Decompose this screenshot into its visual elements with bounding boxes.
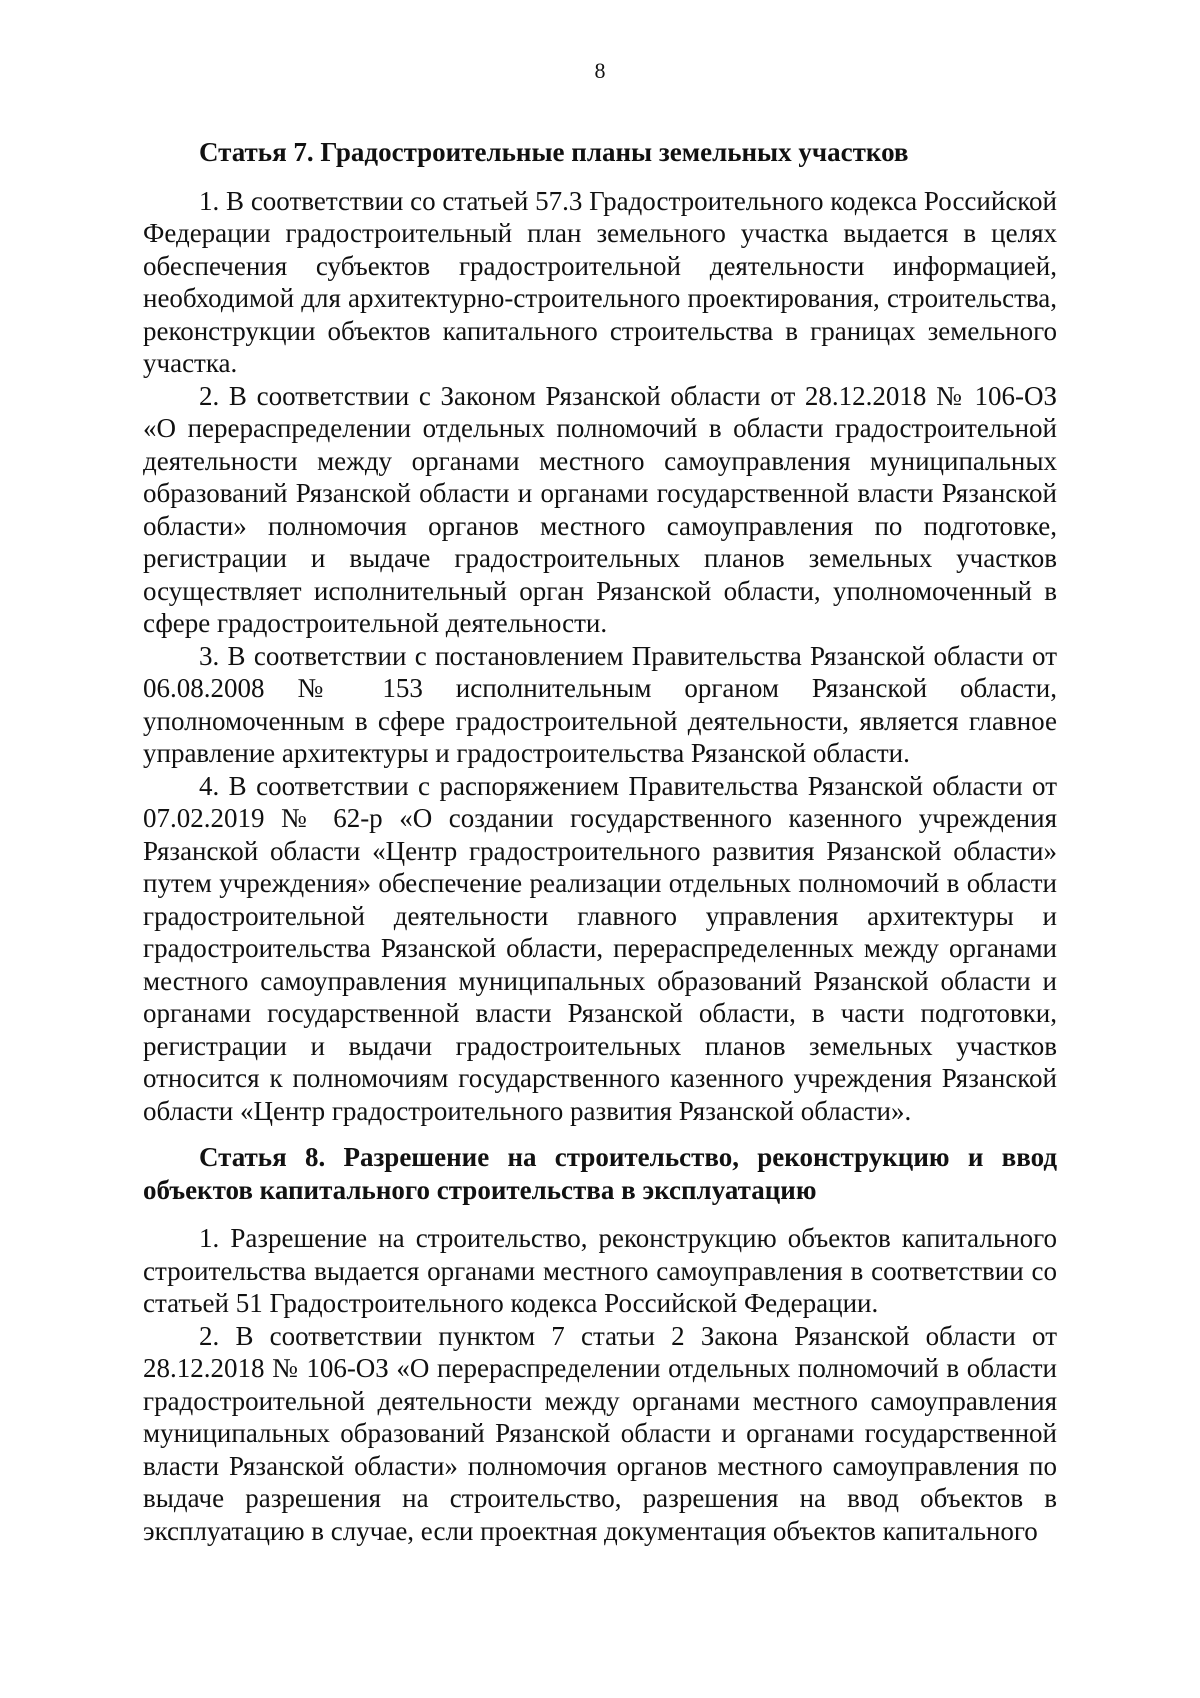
article-8-paragraph-2: 2. В соответствии пунктом 7 статьи 2 Закона Рязанской области от 28.12.2018 № 106-ОЗ «О перераспределении отдельных полномочий в области градостроительной деятельности между органами местного самоуправления муниципальных образований Рязанской области и органами государственной власти Рязанской области» полномочия органов местного самоуправления по выдаче разрешения на строительство, разрешения на ввод объектов в эксплуатацию в случае, если проектная документация объектов капитального (143, 1320, 1057, 1546)
article-7-paragraph-3: 3. В соответствии с постановлением Правительства Рязанской области от 06.08.2008 № 153 исполнительным органом Рязанской области, уполномоченным в сфере градостроительной деятельности, является главное управление архитектуры и градостроительства Рязанской области. (143, 640, 1057, 768)
article-7-heading: Статья 7. Градостроительные планы земельных участков (199, 137, 909, 167)
article-7-paragraph-1: 1. В соответствии со статьей 57.3 Градостроительного кодекса Российской Федерации градостроительный план земельного участка выдается в целях обеспечения субъектов градостроительной деятельности информацией, необходимой для архитектурно-строительного проектирования, строительства, реконструкции объектов капитального строительства в границах земельного участка. (143, 185, 1057, 378)
article-7-paragraph-2: 2. В соответствии с Законом Рязанской области от 28.12.2018 № 106-ОЗ «О перераспределении отдельных полномочий в области градостроительной деятельности между органами местного самоуправления муниципальных образований Рязанской области и органами государственной власти Рязанской области» полномочия органов местного самоуправления по подготовке, регистрации и выдаче градостроительных планов земельных участков осуществляет исполнительный орган Рязанской области, уполномоченный в сфере градостроительной деятельности. (143, 380, 1057, 638)
article-7-paragraph-4: 4. В соответствии с распоряжением Правительства Рязанской области от 07.02.2019 № 62-р «О создании государственного казенного учреждения Рязанской области «Центр градостроительного развития Рязанской области» путем учреждения» обеспечение реализации отдельных полномочий в области градостроительной деятельности главного управления архитектуры и градостроительства Рязанской области, перераспределенных между органами местного самоуправления муниципальных образований Рязанской области и органами государственной власти Рязанской области, в части подготовки, регистрации и выдачи градостроительных планов земельных участков относится к полномочиям государственного казенного учреждения Рязанской области «Центр градостроительного развития Рязанской области». (143, 770, 1057, 1126)
page-number: 8 (594, 58, 606, 83)
article-8-heading: Статья 8. Разрешение на строительство, реконструкцию и ввод объектов капитального строительства в эксплуатацию (143, 1142, 1057, 1205)
document-body (143, 136, 1057, 1547)
article-8-paragraph-1: 1. Разрешение на строительство, реконструкцию объектов капитального строительства выдается органами местного самоуправления в соответствии со статьей 51 Градостроительного кодекса Российской Федерации. (143, 1223, 1057, 1318)
